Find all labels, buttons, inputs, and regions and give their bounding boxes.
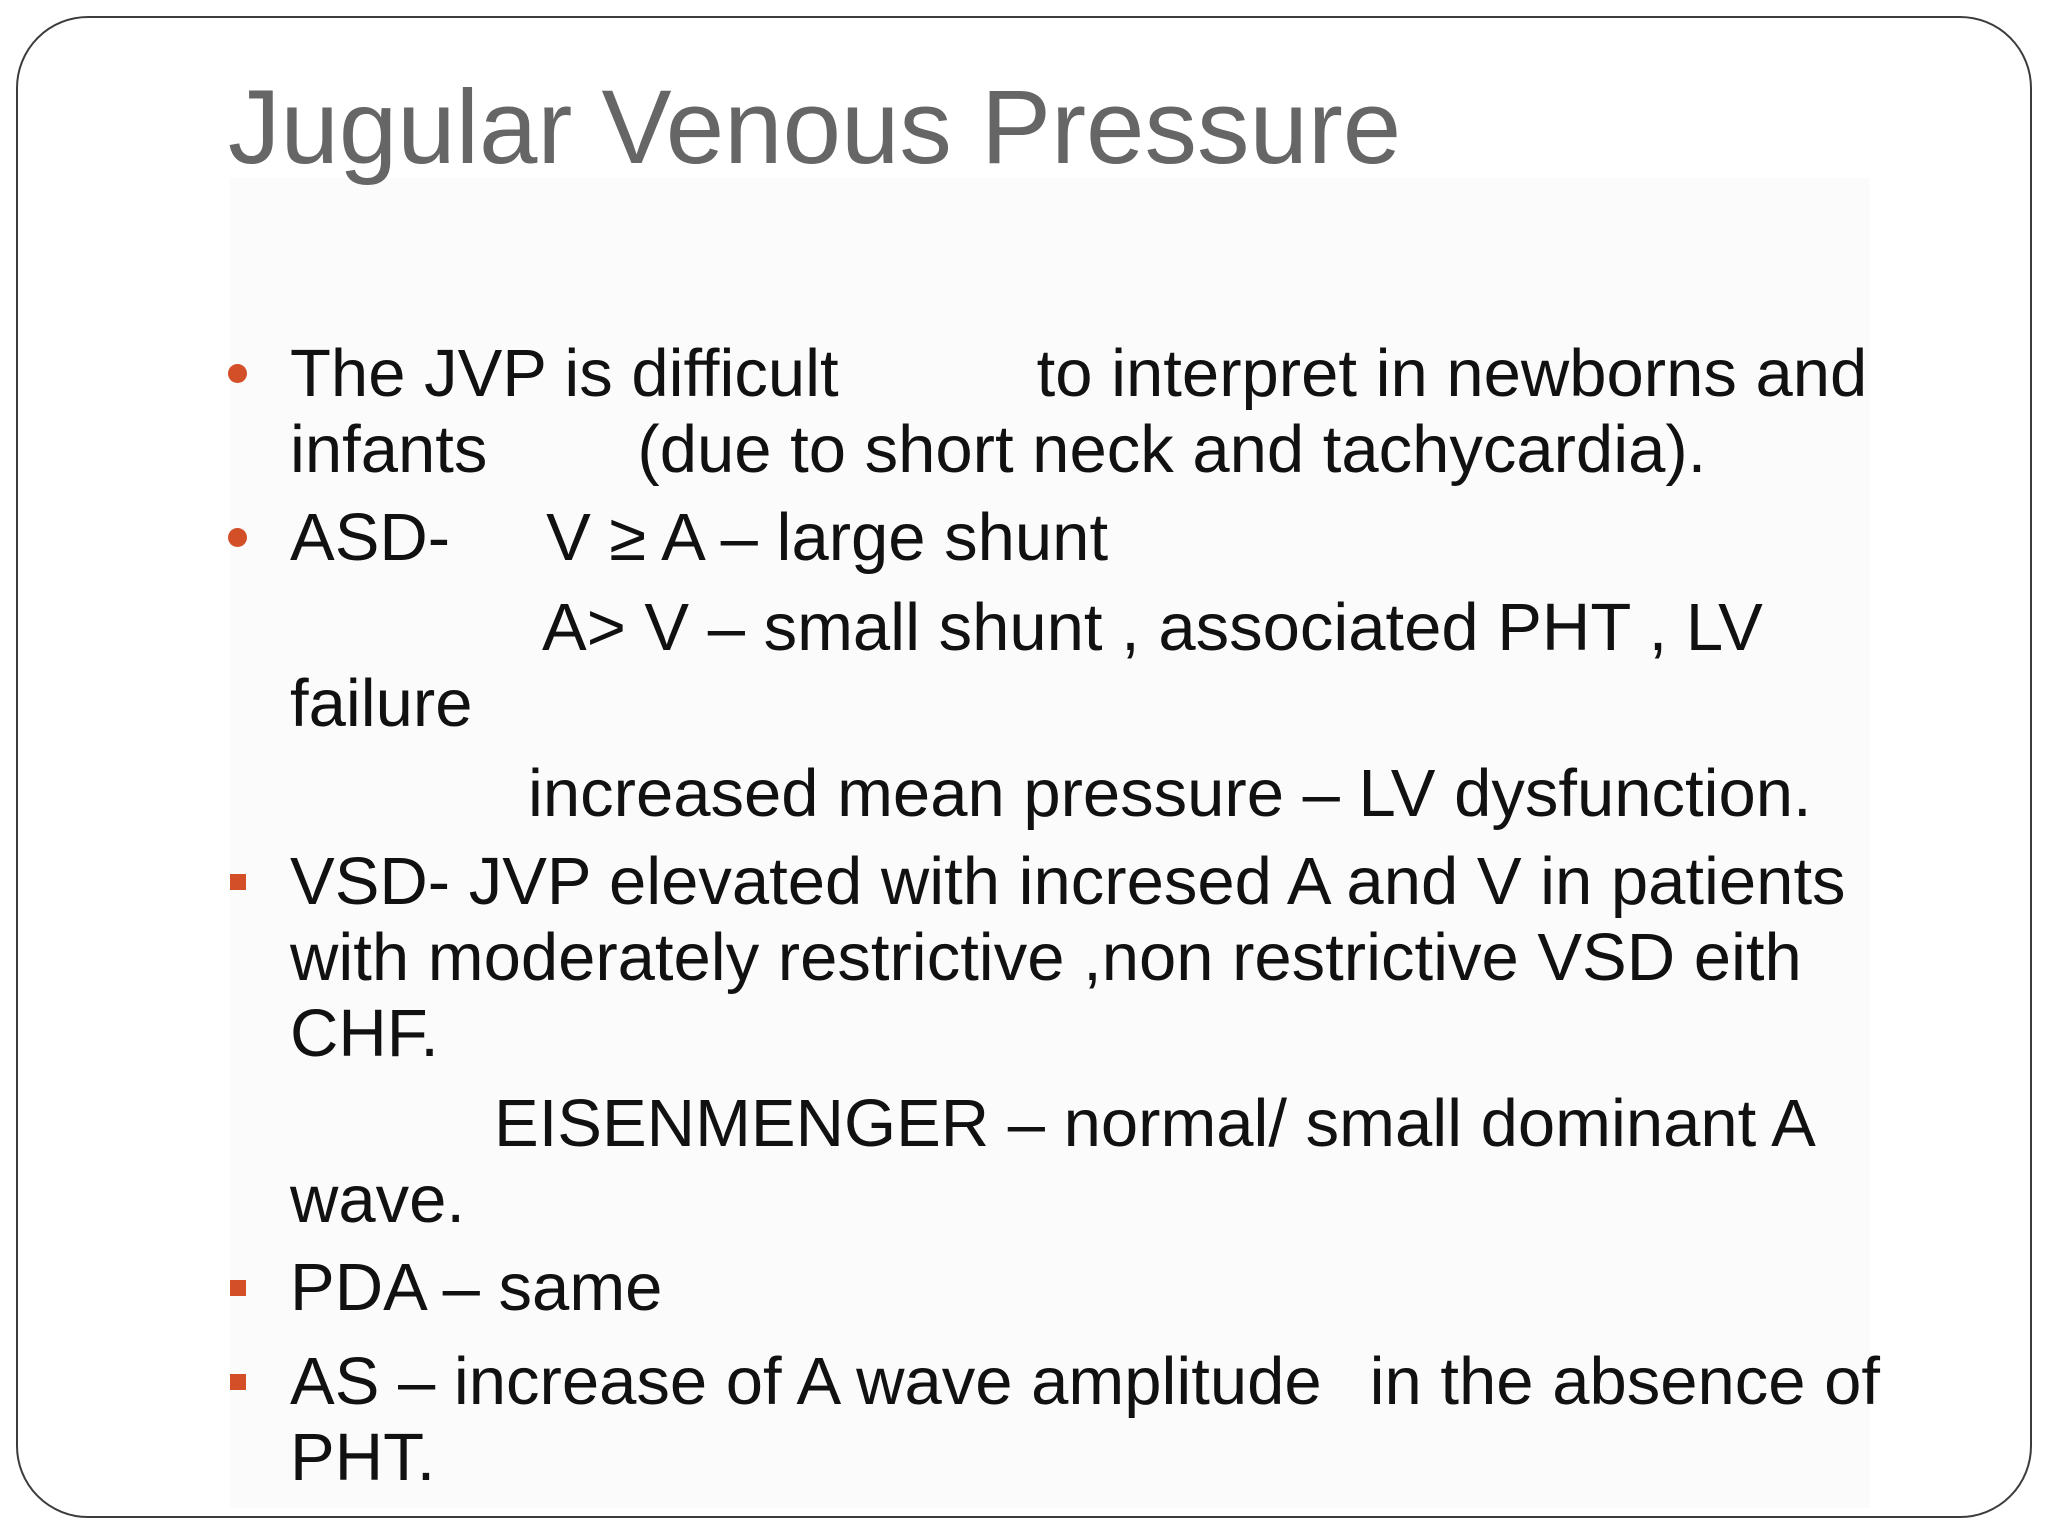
line: PHT. xyxy=(290,1420,436,1495)
text-segment: failure xyxy=(290,666,473,741)
line: PDA – same xyxy=(290,1250,663,1325)
square-bullet-icon xyxy=(230,1280,246,1296)
square-bullet-icon xyxy=(230,874,246,890)
bullet-item-vsd xyxy=(290,844,1930,1072)
text-segment: A> V – small shunt , associated PHT , LV xyxy=(542,590,1763,665)
line xyxy=(290,500,1930,576)
bullet-item-asd xyxy=(290,500,1930,576)
text-segment: increased mean pressure – LV dysfunction. xyxy=(528,756,1812,831)
line: CHF. xyxy=(290,996,439,1071)
text-segment: infants xyxy=(290,412,488,487)
slide-body xyxy=(290,336,1930,1508)
text-segment: AS – increase of A wave amplitude xyxy=(290,1344,1322,1419)
line xyxy=(290,666,1930,742)
asd-small-shunt xyxy=(290,590,1930,742)
text-segment: (due to short neck and tachycardia). xyxy=(637,412,1707,487)
text-segment: ASD- xyxy=(290,500,451,575)
circle-bullet-icon xyxy=(228,364,247,383)
text-segment: EISENMENGER – normal/ small dominant A xyxy=(494,1086,1816,1161)
line xyxy=(290,336,1930,412)
bullet-item-pda xyxy=(290,1250,1930,1326)
line xyxy=(290,590,1930,666)
bullet-item-as xyxy=(290,1344,1930,1496)
line xyxy=(290,1086,1930,1162)
line xyxy=(290,756,1930,832)
line xyxy=(290,1344,1930,1420)
asd-mean-pressure xyxy=(290,756,1930,832)
bullet-item-jvp xyxy=(290,336,1930,488)
line: wave. xyxy=(290,1162,466,1237)
circle-bullet-icon xyxy=(228,528,247,547)
line: with moderately restrictive ,non restrictive VSD eith xyxy=(290,920,1802,995)
text-segment: to interpret in newborns and xyxy=(1036,336,1868,411)
eisenmenger xyxy=(290,1086,1930,1238)
slide xyxy=(16,16,2032,1518)
text-segment: V ≥ A – large shunt xyxy=(546,500,1109,575)
slide-title: Jugular Venous Pressure xyxy=(228,69,1402,186)
square-bullet-icon xyxy=(230,1374,246,1390)
text-segment: The JVP is difficult xyxy=(290,336,839,411)
text-segment: in the absence of xyxy=(1369,1344,1880,1419)
line: VSD- JVP elevated with incresed A and V in patients xyxy=(290,844,1846,919)
line xyxy=(290,412,1930,488)
